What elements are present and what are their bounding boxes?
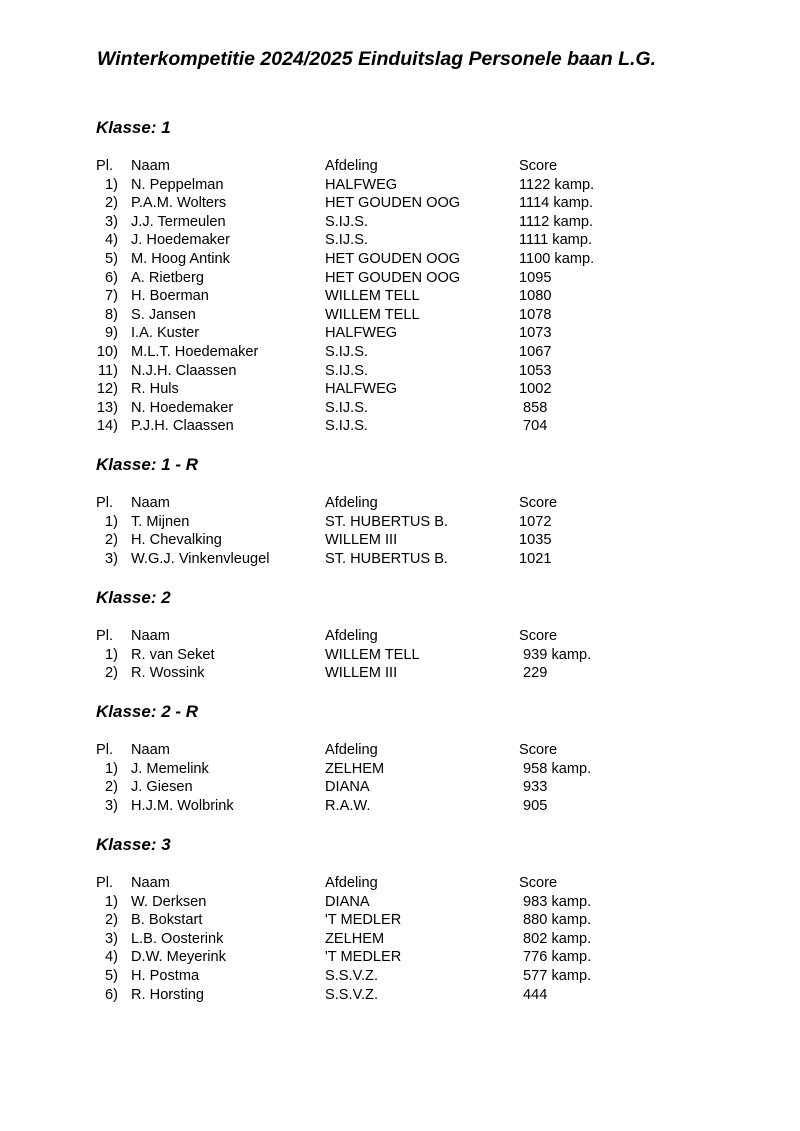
section-heading: Klasse: 2 - R — [96, 702, 199, 721]
cell-place: 3) — [105, 797, 118, 814]
cell-score: 1021 — [519, 550, 552, 567]
cell-name: M. Hoog Antink — [131, 250, 230, 267]
section-heading: Klasse: 2 — [96, 588, 171, 607]
col-header-pl: Pl. — [96, 495, 114, 511]
table-header-row — [0, 741, 800, 760]
results-table — [0, 741, 800, 815]
table-header-row — [0, 494, 800, 513]
cell-score: 1080 — [519, 288, 552, 305]
cell-name: P.J.H. Claassen — [131, 418, 234, 435]
cell-score: 983 kamp. — [519, 893, 592, 910]
cell-score: 1067 — [519, 343, 552, 360]
col-header-afdeling: Afdeling — [325, 158, 378, 174]
cell-afdeling: S.IJ.S. — [325, 232, 368, 249]
cell-place: 2) — [105, 779, 118, 796]
page-title: Winterkompetitie 2024/2025 Einduitslag Personele baan L.G. — [97, 48, 657, 70]
cell-score: 1095 — [519, 269, 552, 286]
table-row — [0, 760, 800, 779]
cell-place: 14) — [96, 418, 118, 435]
cell-name: H. Postma — [131, 967, 200, 984]
cell-score: 1078 — [519, 306, 552, 323]
table-row — [0, 343, 800, 362]
cell-score: 704 — [519, 418, 548, 435]
cell-place: 2) — [105, 195, 118, 212]
col-header-pl: Pl. — [96, 628, 114, 644]
cell-name: P.A.M. Wolters — [131, 195, 227, 212]
col-header-naam: Naam — [131, 742, 170, 758]
cell-name: H. Chevalking — [131, 532, 222, 549]
cell-name: W. Derksen — [131, 893, 207, 910]
cell-name: B. Bokstart — [131, 912, 203, 929]
cell-afdeling: WILLEM III — [325, 665, 398, 682]
cell-afdeling: ST. HUBERTUS B. — [325, 513, 448, 530]
results-table — [0, 157, 800, 436]
cell-score: 1122 kamp. — [519, 176, 595, 193]
cell-place: 5) — [105, 250, 118, 267]
table-row — [0, 986, 800, 1005]
cell-place: 7) — [105, 288, 118, 305]
col-header-naam: Naam — [131, 495, 170, 511]
cell-score: 958 kamp. — [519, 760, 592, 777]
cell-score: 1112 kamp. — [519, 213, 594, 230]
cell-afdeling: ZELHEM — [325, 930, 385, 947]
cell-score: 802 kamp. — [519, 930, 592, 947]
table-row — [0, 250, 800, 269]
cell-place: 3) — [105, 213, 118, 230]
cell-afdeling: 'T MEDLER — [325, 912, 402, 929]
cell-afdeling: HALFWEG — [325, 325, 398, 342]
cell-afdeling: 'T MEDLER — [325, 949, 402, 966]
cell-name: D.W. Meyerink — [131, 949, 226, 966]
results-table — [0, 494, 800, 568]
cell-score: 939 kamp. — [519, 646, 592, 663]
col-header-score: Score — [519, 158, 558, 174]
cell-name: I.A. Kuster — [131, 325, 200, 342]
cell-place: 1) — [105, 893, 118, 910]
cell-score: 1073 — [519, 325, 552, 342]
cell-score: 1035 — [519, 532, 552, 549]
cell-name: T. Mijnen — [131, 513, 190, 530]
table-header-row — [0, 627, 800, 646]
cell-score: 776 kamp. — [519, 949, 592, 966]
table-row — [0, 911, 800, 930]
cell-name: J.J. Termeulen — [131, 213, 226, 230]
table-row — [0, 362, 800, 381]
table-row — [0, 664, 800, 683]
cell-name: W.G.J. Vinkenvleugel — [131, 550, 270, 567]
cell-score: 933 — [519, 779, 548, 796]
col-header-naam: Naam — [131, 628, 170, 644]
cell-place: 4) — [105, 949, 118, 966]
cell-place: 2) — [105, 532, 118, 549]
cell-afdeling: ST. HUBERTUS B. — [325, 550, 448, 567]
table-row — [0, 399, 800, 418]
table-row — [0, 893, 800, 912]
cell-score: 880 kamp. — [519, 912, 592, 929]
cell-place: 1) — [105, 760, 118, 777]
cell-place: 9) — [105, 325, 118, 342]
cell-afdeling: HALFWEG — [325, 176, 398, 193]
cell-score: 444 — [519, 986, 548, 1003]
cell-score: 858 — [519, 399, 548, 416]
cell-afdeling: HALFWEG — [325, 381, 398, 398]
cell-afdeling: WILLEM TELL — [325, 646, 420, 663]
cell-score: 1002 — [519, 381, 552, 398]
table-header-row — [0, 157, 800, 176]
cell-place: 4) — [105, 232, 118, 249]
table-row — [0, 176, 800, 195]
cell-name: R. Wossink — [131, 665, 205, 682]
table-row — [0, 269, 800, 288]
cell-name: S. Jansen — [131, 306, 196, 323]
results-table — [0, 874, 800, 1004]
cell-place: 5) — [105, 967, 118, 984]
cell-name: L.B. Oosterink — [131, 930, 224, 947]
cell-afdeling: DIANA — [325, 779, 370, 796]
col-header-afdeling: Afdeling — [325, 742, 378, 758]
cell-score: 1111 kamp. — [519, 232, 593, 249]
cell-name: H. Boerman — [131, 288, 209, 305]
cell-afdeling: S.IJ.S. — [325, 362, 368, 379]
cell-afdeling: HET GOUDEN OOG — [325, 269, 461, 286]
cell-score: 577 kamp. — [519, 967, 592, 984]
cell-score: 229 — [519, 665, 548, 682]
cell-name: R. Horsting — [131, 986, 204, 1003]
cell-afdeling: WILLEM TELL — [325, 306, 420, 323]
cell-name: J. Memelink — [131, 760, 209, 777]
cell-name: H.J.M. Wolbrink — [131, 797, 234, 814]
cell-score: 1072 — [519, 513, 552, 530]
cell-afdeling: R.A.W. — [325, 797, 371, 814]
cell-afdeling: S.IJ.S. — [325, 418, 368, 435]
cell-place: 6) — [105, 986, 118, 1003]
cell-afdeling: DIANA — [325, 893, 370, 910]
table-row — [0, 778, 800, 797]
cell-place: 1) — [105, 513, 118, 530]
cell-place: 8) — [105, 306, 118, 323]
cell-place: 3) — [105, 930, 118, 947]
cell-afdeling: S.S.V.Z. — [325, 986, 378, 1003]
cell-score: 905 — [519, 797, 548, 814]
col-header-naam: Naam — [131, 875, 170, 891]
cell-name: N. Peppelman — [131, 176, 224, 193]
col-header-pl: Pl. — [96, 875, 114, 891]
table-row — [0, 287, 800, 306]
table-row — [0, 513, 800, 532]
table-row — [0, 550, 800, 569]
cell-name: M.L.T. Hoedemaker — [131, 343, 259, 360]
section-heading: Klasse: 1 - R — [96, 455, 199, 474]
col-header-pl: Pl. — [96, 158, 114, 174]
table-row — [0, 930, 800, 949]
cell-name: N.J.H. Claassen — [131, 362, 237, 379]
cell-name: R. Huls — [131, 381, 179, 398]
col-header-naam: Naam — [131, 158, 170, 174]
col-header-score: Score — [519, 495, 558, 511]
col-header-score: Score — [519, 875, 558, 891]
cell-score: 1053 — [519, 362, 552, 379]
cell-place: 2) — [105, 665, 118, 682]
table-row — [0, 324, 800, 343]
cell-name: N. Hoedemaker — [131, 399, 234, 416]
cell-afdeling: S.IJ.S. — [325, 343, 368, 360]
cell-afdeling: HET GOUDEN OOG — [325, 250, 461, 267]
cell-afdeling: S.IJ.S. — [325, 213, 368, 230]
cell-name: J. Hoedemaker — [131, 232, 230, 249]
cell-place: 1) — [105, 176, 118, 193]
table-row — [0, 194, 800, 213]
table-row — [0, 797, 800, 816]
section-heading: Klasse: 1 — [96, 118, 171, 137]
cell-name: J. Giesen — [131, 779, 193, 796]
cell-score: 1114 kamp. — [519, 195, 594, 212]
cell-afdeling: WILLEM III — [325, 532, 398, 549]
cell-place: 10) — [96, 343, 118, 360]
table-row — [0, 380, 800, 399]
cell-place: 6) — [105, 269, 118, 286]
table-row — [0, 967, 800, 986]
cell-place: 3) — [105, 550, 118, 567]
col-header-afdeling: Afdeling — [325, 628, 378, 644]
col-header-pl: Pl. — [96, 742, 114, 758]
table-row — [0, 306, 800, 325]
col-header-afdeling: Afdeling — [325, 495, 378, 511]
cell-place: 2) — [105, 912, 118, 929]
cell-name: R. van Seket — [131, 646, 215, 663]
cell-afdeling: ZELHEM — [325, 760, 385, 777]
col-header-score: Score — [519, 742, 558, 758]
cell-place: 13) — [96, 399, 118, 416]
cell-afdeling: S.IJ.S. — [325, 399, 368, 416]
table-header-row — [0, 874, 800, 893]
cell-place: 1) — [105, 646, 118, 663]
section-heading: Klasse: 3 — [96, 835, 171, 854]
results-table — [0, 627, 800, 683]
cell-place: 12) — [96, 381, 118, 398]
table-row — [0, 531, 800, 550]
cell-afdeling: HET GOUDEN OOG — [325, 195, 461, 212]
table-row — [0, 646, 800, 665]
col-header-score: Score — [519, 628, 558, 644]
table-row — [0, 231, 800, 250]
table-row — [0, 213, 800, 232]
col-header-afdeling: Afdeling — [325, 875, 378, 891]
cell-afdeling: WILLEM TELL — [325, 288, 420, 305]
cell-place: 11) — [97, 362, 118, 379]
cell-afdeling: S.S.V.Z. — [325, 967, 378, 984]
table-row — [0, 948, 800, 967]
cell-score: 1100 kamp. — [519, 250, 595, 267]
cell-name: A. Rietberg — [131, 269, 205, 286]
table-row — [0, 417, 800, 436]
